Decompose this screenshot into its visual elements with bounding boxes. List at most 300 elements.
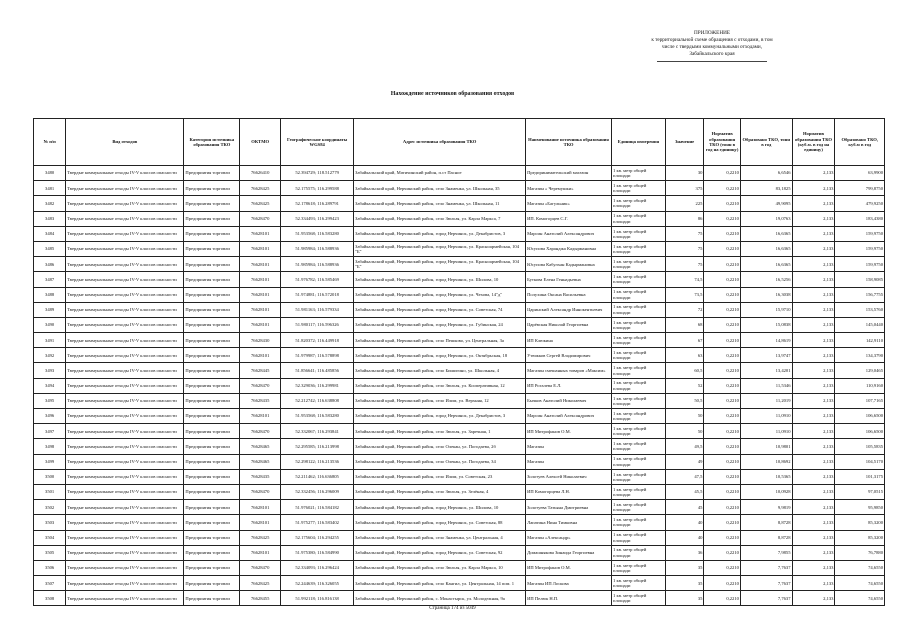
table-cell: 7,7637: [740, 560, 792, 575]
table-cell: 76628101: [240, 302, 281, 317]
table-cell: 76628101: [240, 272, 281, 287]
appendix-divider: [657, 61, 767, 62]
table-cell: 52.244639; 116.326055: [281, 576, 354, 591]
table-cell: Лапатина Нина Тимковна: [526, 515, 612, 530]
table-cell: Твердые коммунальные отходы IV-V классов опасности: [66, 363, 184, 378]
table-cell: Предприятия торговли: [184, 211, 240, 226]
table-cell: 3492: [34, 348, 66, 363]
table-cell: 2,133: [792, 393, 835, 408]
table-cell: Предприятия торговли: [184, 560, 240, 575]
table-cell: 52.298122; 116.213536: [281, 454, 354, 469]
table-cell: 76628425: [240, 196, 281, 211]
table-cell: 1 кв. метр общей площади: [612, 469, 666, 484]
table-cell: Марсин Анатолий Александрович: [526, 409, 612, 424]
table-cell: 60,5: [665, 363, 704, 378]
table-cell: 85,3200: [835, 515, 885, 530]
table-cell: 101,3175: [835, 469, 885, 484]
table-cell: Магазин: [526, 454, 612, 469]
table-row: [34, 454, 885, 469]
table-cell: 0,2210: [704, 393, 741, 408]
table-cell: 52.295585; 116.213998: [281, 439, 354, 454]
table-cell: 9,9819: [740, 500, 792, 515]
table-cell: 1 кв. метр общей площади: [612, 409, 666, 424]
table-cell: 10,0928: [740, 484, 792, 499]
table-cell: 16,6365: [740, 257, 792, 272]
table-row: [34, 424, 885, 439]
table-cell: 8,8728: [740, 530, 792, 545]
header-cell: Категория источника образования ТКО: [184, 119, 240, 166]
table-cell: 52.212742; 116.638808: [281, 393, 354, 408]
table-cell: 2,133: [792, 241, 835, 256]
table-cell: 3494: [34, 378, 66, 393]
table-cell: 68: [665, 317, 704, 332]
table-row: [34, 469, 885, 484]
table-cell: 76628425: [240, 530, 281, 545]
table-cell: Твердые коммунальные отходы IV-V классов опасности: [66, 241, 184, 256]
table-cell: 10,9801: [740, 439, 792, 454]
table-cell: 2,133: [792, 317, 835, 332]
table-cell: 1 кв. метр общей площади: [612, 545, 666, 560]
table-cell: Золотуев Алексей Николаевич: [526, 469, 612, 484]
header-cell: Значение: [665, 119, 704, 166]
table-cell: 76628101: [240, 317, 281, 332]
table-cell: 51.985984; 116.588936: [281, 241, 354, 256]
table-cell: 134,3790: [835, 348, 885, 363]
table-cell: 0,2210: [704, 591, 741, 606]
table-cell: 2,133: [792, 409, 835, 424]
table-row: [34, 545, 885, 560]
table-cell: 1 кв. метр общей площади: [612, 241, 666, 256]
table-cell: Забайкальский край, Нерчинский район, село Илим, ул. Верхняя, 12: [354, 393, 526, 408]
table-cell: 1 кв. метр общей площади: [612, 211, 666, 226]
table-cell: Твердые коммунальные отходы IV-V классов опасности: [66, 439, 184, 454]
table-cell: 3481: [34, 181, 66, 196]
table-cell: 2,133: [792, 469, 835, 484]
table-cell: 158,9085: [835, 272, 885, 287]
table-cell: 86: [665, 211, 704, 226]
table-row: [34, 560, 885, 575]
table-cell: 1 кв. метр общей площади: [612, 378, 666, 393]
table-cell: 40: [665, 515, 704, 530]
table-cell: Забайкальский край, Нерчинский район, город Нерчинск, ул. Губинская, 24: [354, 317, 526, 332]
table-cell: Твердые коммунальные отходы IV-V классов опасности: [66, 317, 184, 332]
table-row: [34, 378, 885, 393]
table-cell: Предприятия торговли: [184, 241, 240, 256]
table-cell: 0,2210: [704, 378, 741, 393]
table-cell: 8,8728: [740, 515, 792, 530]
table-cell: 11,0910: [740, 424, 792, 439]
table-cell: 0,2210: [704, 181, 741, 196]
table-cell: 1 кв. метр общей площади: [612, 348, 666, 363]
table-cell: 76628101: [240, 500, 281, 515]
table-cell: Забайкальский край, Нерчинский район, село Пешково, ул. Центральная, 3а: [354, 333, 526, 348]
table-cell: 2,133: [792, 439, 835, 454]
table-cell: 107,7165: [835, 393, 885, 408]
table-cell: 3500: [34, 469, 66, 484]
table-cell: 1 кв. метр общей площади: [612, 424, 666, 439]
header-cell: Географические координаты WGS84: [281, 119, 354, 166]
table-cell: 0,2210: [704, 424, 741, 439]
table-cell: 16,6365: [740, 241, 792, 256]
table-cell: Твердые коммунальные отходы IV-V классов опасности: [66, 257, 184, 272]
table-row: [34, 196, 885, 211]
appendix-line-3: числе с твердыми коммунальными отходами,: [661, 44, 762, 50]
table-cell: 159,9750: [835, 257, 885, 272]
table-cell: 159,9750: [835, 241, 885, 256]
table-cell: 14,8619: [740, 333, 792, 348]
table-cell: Предприятия торговли: [184, 181, 240, 196]
table-cell: 225: [665, 196, 704, 211]
table-cell: 85,3200: [835, 530, 885, 545]
table-cell: 106,6500: [835, 409, 885, 424]
table-cell: 95,9850: [835, 500, 885, 515]
table-cell: Магазин смешанных товаров «Максим»: [526, 363, 612, 378]
table-cell: 0,2210: [704, 576, 741, 591]
table-cell: Предприятия торговли: [184, 515, 240, 530]
table-cell: 0,2210: [704, 560, 741, 575]
table-cell: Забайкальский край, Нерчинский район, село Зюльзя, ул. Зелёная, 4: [354, 484, 526, 499]
table-cell: 1 кв. метр общей площади: [612, 454, 666, 469]
table-cell: Забайкальский край, Нерчинский район, город Нерчинск, ул. Шилова, 10: [354, 272, 526, 287]
table-cell: Твердые коммунальные отходы IV-V классов опасности: [66, 560, 184, 575]
table-cell: Забайкальский край, Нерчинский район, село Олекан, ул. Погодаева, 34: [354, 454, 526, 469]
table-cell: 3493: [34, 363, 66, 378]
table-cell: ИП Митрофанов О.М.: [526, 560, 612, 575]
table-cell: 76,7880: [835, 545, 885, 560]
table-cell: Твердые коммунальные отходы IV-V классов опасности: [66, 454, 184, 469]
table-cell: Забайкальский край, Нерчинский район, город Нерчинск, ул. Шилова, 10: [354, 500, 526, 515]
table-cell: 1 кв. метр общей площади: [612, 272, 666, 287]
table-cell: Забайкальский край, Нерчинский район, село Зюльзя, ул. Карла Маркса, 10: [354, 560, 526, 575]
table-cell: Предприятия торговли: [184, 226, 240, 241]
table-cell: 52.332456; 116.296009: [281, 484, 354, 499]
table-cell: 52.175604; 116.294255: [281, 530, 354, 545]
table-cell: 3482: [34, 196, 66, 211]
table-cell: 51.981163; 116.579334: [281, 302, 354, 317]
table-cell: Буткова Елена Геннадьевна: [526, 272, 612, 287]
table-cell: 2,133: [792, 196, 835, 211]
table-cell: Забайкальский край, Нерчинский район, город Нерчинск, ул. Октябрьская, 18: [354, 348, 526, 363]
table-cell: 76628425: [240, 576, 281, 591]
table-cell: Твердые коммунальные отходы IV-V классов опасности: [66, 576, 184, 591]
table-cell: 51.975380; 116.584990: [281, 545, 354, 560]
table-cell: 3483: [34, 211, 66, 226]
table-cell: 76628101: [240, 515, 281, 530]
table-cell: Предприятия торговли: [184, 393, 240, 408]
table-cell: ИП Клюкина: [526, 333, 612, 348]
table-cell: 52.178618; 116.289791: [281, 196, 354, 211]
table-cell: 76628425: [240, 181, 281, 196]
table-cell: 76626410: [240, 166, 281, 181]
table-cell: 106,6500: [835, 424, 885, 439]
table-cell: 0,2210: [704, 272, 741, 287]
header-cell: ОКТМО: [240, 119, 281, 166]
table-cell: 76628470: [240, 560, 281, 575]
table-row: [34, 500, 885, 515]
table-cell: Предприятия торговли: [184, 530, 240, 545]
table-cell: 2,133: [792, 226, 835, 241]
table-cell: 52: [665, 378, 704, 393]
table-cell: 2,133: [792, 211, 835, 226]
table-cell: 83,1825: [740, 181, 792, 196]
table-cell: 3498: [34, 439, 66, 454]
table-cell: 16,5256: [740, 272, 792, 287]
table-cell: 76628470: [240, 424, 281, 439]
table-cell: Предприятия торговли: [184, 409, 240, 424]
table-cell: 1 кв. метр общей площади: [612, 484, 666, 499]
table-cell: 0,2210: [704, 257, 741, 272]
table-cell: 51.985984; 116.588936: [281, 257, 354, 272]
header-cell: Вид отходов: [66, 119, 184, 166]
table-row: [34, 333, 885, 348]
table-cell: 3508: [34, 591, 66, 606]
table-cell: 16,6365: [740, 226, 792, 241]
table-cell: 76628101: [240, 257, 281, 272]
table-row: [34, 257, 885, 272]
table-cell: 51.979987; 116.578898: [281, 348, 354, 363]
table-cell: 3490: [34, 317, 66, 332]
table-cell: Марсин Анатолий Александрович: [526, 226, 612, 241]
table-cell: 76628430: [240, 333, 281, 348]
page-footer: Страница 174 из 5049: [429, 606, 476, 611]
table-cell: 479,9250: [835, 196, 885, 211]
table-cell: 50: [665, 424, 704, 439]
table-cell: Предприятия торговли: [184, 287, 240, 302]
table-cell: Предприятия торговли: [184, 363, 240, 378]
table-cell: 11,5346: [740, 378, 792, 393]
table-cell: 3484: [34, 226, 66, 241]
table-cell: 1 кв. метр общей площади: [612, 181, 666, 196]
table-cell: 63,9900: [835, 166, 885, 181]
table-cell: 1 кв. метр общей площади: [612, 560, 666, 575]
table-cell: Забайкальский край, Нерчинский район, город Нерчинск, ул. Красноармейская, 104 "Б": [354, 257, 526, 272]
table-cell: 67: [665, 333, 704, 348]
table-cell: Царёвская Николай Георгиевна: [526, 317, 612, 332]
table-cell: 2,133: [792, 302, 835, 317]
table-cell: 3485: [34, 241, 66, 256]
table-cell: Предприятия торговли: [184, 545, 240, 560]
table-cell: 1 кв. метр общей площади: [612, 363, 666, 378]
table-cell: 36: [665, 545, 704, 560]
table-cell: 11,2019: [740, 393, 792, 408]
table-cell: 35: [665, 591, 704, 606]
table-cell: 1 кв. метр общей площади: [612, 530, 666, 545]
table-cell: Предприятия торговли: [184, 378, 240, 393]
table-cell: Твердые коммунальные отходы IV-V классов опасности: [66, 348, 184, 363]
table-cell: 2,133: [792, 424, 835, 439]
table-header-row: [34, 119, 885, 166]
table-cell: Твердые коммунальные отходы IV-V классов опасности: [66, 302, 184, 317]
table-cell: Твердые коммунальные отходы IV-V классов опасности: [66, 272, 184, 287]
table-cell: 76628101: [240, 241, 281, 256]
table-cell: 40: [665, 530, 704, 545]
table-cell: Твердые коммунальные отходы IV-V классов опасности: [66, 226, 184, 241]
table-cell: Забайкальский край, Нерчинский район, город Нерчинск, ул. Чехова, 14"д": [354, 287, 526, 302]
table-cell: 375: [665, 181, 704, 196]
table-cell: Забайкальский край, Нерчинский район, село Бишигино, ул. Школьная, 4: [354, 363, 526, 378]
table-cell: 0,2210: [704, 500, 741, 515]
table-row: [34, 348, 885, 363]
table-cell: 74,6550: [835, 591, 885, 606]
sources-table: [33, 118, 885, 606]
table-cell: Твердые коммунальные отходы IV-V классов опасности: [66, 424, 184, 439]
table-cell: Твердые коммунальные отходы IV-V классов опасности: [66, 545, 184, 560]
table-cell: Домашняковa Зинаида Георгиевна: [526, 545, 612, 560]
table-cell: 10,5365: [740, 469, 792, 484]
table-cell: Забайкальский край, Нерчинский район, село Знаменка, ул. Центральная, 4: [354, 530, 526, 545]
table-cell: 3501: [34, 484, 66, 499]
table-cell: Полухина Оксана Васильевна: [526, 287, 612, 302]
table-cell: Твердые коммунальные отходы IV-V классов опасности: [66, 409, 184, 424]
table-cell: 129,0465: [835, 363, 885, 378]
table-cell: Юсупова Кабулхан Кадырмановна: [526, 257, 612, 272]
table-cell: Твердые коммунальные отходы IV-V классов опасности: [66, 196, 184, 211]
table-cell: 1 кв. метр общей площади: [612, 302, 666, 317]
table-cell: 2,133: [792, 530, 835, 545]
table-cell: 72: [665, 302, 704, 317]
table-cell: Твердые коммунальные отходы IV-V классов опасности: [66, 591, 184, 606]
table-cell: 0,2210: [704, 515, 741, 530]
table-cell: Твердые коммунальные отходы IV-V классов опасности: [66, 500, 184, 515]
table-cell: 13,9747: [740, 348, 792, 363]
table-cell: 1 кв. метр общей площади: [612, 317, 666, 332]
table-cell: 10,8692: [740, 454, 792, 469]
appendix-block: [597, 30, 827, 62]
table-cell: 30: [665, 166, 704, 181]
table-cell: 3502: [34, 500, 66, 515]
table-cell: ИП Митрофанов О.М.: [526, 424, 612, 439]
table-cell: 1 кв. метр общей площади: [612, 515, 666, 530]
table-cell: 1 кв. метр общей площади: [612, 591, 666, 606]
table-cell: 2,133: [792, 545, 835, 560]
table-cell: 74,6550: [835, 576, 885, 591]
table-cell: 110,9160: [835, 378, 885, 393]
table-cell: Предприятия торговли: [184, 166, 240, 181]
appendix-line-2: к территориальной схеме обращения с отходами, в том: [651, 37, 773, 43]
table-cell: Магазин « Черемушки»: [526, 181, 612, 196]
table-cell: Предприятия торговли: [184, 302, 240, 317]
table-cell: 0,2210: [704, 348, 741, 363]
header-cell: Норматив образования ТКО (тонн в год на единицу): [704, 119, 741, 166]
table-cell: Предприятия торговли: [184, 333, 240, 348]
header-cell: Наименование источника образования ТКО: [526, 119, 612, 166]
table-cell: 76628465: [240, 454, 281, 469]
table-cell: Предприятия торговли: [184, 196, 240, 211]
table-cell: 0,2210: [704, 409, 741, 424]
table-cell: Твердые коммунальные отходы IV-V классов опасности: [66, 484, 184, 499]
table-cell: 0,2210: [704, 530, 741, 545]
table-cell: Предприятия торговли: [184, 576, 240, 591]
table-cell: Твердые коммунальные отходы IV-V классов опасности: [66, 166, 184, 181]
table-cell: Забайкальский край, Нерчинский район, с. Монастырск, ул. Молодежная, 9а: [354, 591, 526, 606]
table-cell: 0,2210: [704, 211, 741, 226]
table-cell: 0,2210: [704, 302, 741, 317]
table-cell: 2,133: [792, 166, 835, 181]
table-cell: 3480: [34, 166, 66, 181]
table-cell: 75: [665, 241, 704, 256]
table-cell: 1 кв. метр общей площади: [612, 287, 666, 302]
table-cell: 76628470: [240, 378, 281, 393]
table-row: [34, 530, 885, 545]
header-cell: № п/п: [34, 119, 66, 166]
table-cell: 3487: [34, 272, 66, 287]
table-cell: 63: [665, 348, 704, 363]
table-cell: 0,2210: [704, 363, 741, 378]
table-cell: Забайкальский край, Нерчинский район, село Знаменка, ул. Школьная, 35: [354, 181, 526, 196]
table-cell: Твердые коммунальные отходы IV-V классов опасности: [66, 378, 184, 393]
table-cell: 3486: [34, 257, 66, 272]
table-cell: 76628101: [240, 226, 281, 241]
table-cell: 0,2210: [704, 545, 741, 560]
table-cell: 1 кв. метр общей площади: [612, 257, 666, 272]
header-cell: Норматив образования ТКО (куб.м. в год на единицу): [792, 119, 835, 166]
table-row: [34, 181, 885, 196]
table-cell: 76628101: [240, 287, 281, 302]
table-cell: 49,5: [665, 439, 704, 454]
document-title: Нахождение источников образования отходов: [390, 91, 515, 97]
table-cell: 51.975277; 116.583402: [281, 515, 354, 530]
table-row: [34, 287, 885, 302]
table-cell: 104,5170: [835, 454, 885, 469]
table-cell: 35: [665, 576, 704, 591]
table-cell: 1 кв. метр общей площади: [612, 393, 666, 408]
table-cell: 76628435: [240, 469, 281, 484]
table-row: [34, 484, 885, 499]
table-cell: 156,7755: [835, 287, 885, 302]
table-cell: 45: [665, 500, 704, 515]
table-cell: 3489: [34, 302, 66, 317]
table-cell: 2,133: [792, 181, 835, 196]
table-cell: 7,9855: [740, 545, 792, 560]
table-cell: Твердые коммунальные отходы IV-V классов опасности: [66, 515, 184, 530]
table-row: [34, 439, 885, 454]
table-cell: 52.334093; 116.296424: [281, 560, 354, 575]
table-row: [34, 211, 885, 226]
table-cell: 74,6550: [835, 560, 885, 575]
table-cell: ИП Пелюк Н.П.: [526, 591, 612, 606]
table-cell: 47,5: [665, 469, 704, 484]
table-cell: 51.974881; 116.572018: [281, 287, 354, 302]
table-row: [34, 409, 885, 424]
table-cell: 0,2210: [704, 469, 741, 484]
table-cell: Утюжков Сергей Владимирович: [526, 348, 612, 363]
table-cell: 0,2210: [704, 439, 741, 454]
appendix-line-4: Забайкальского края: [689, 51, 735, 57]
table-cell: 50,5: [665, 393, 704, 408]
table-cell: Твердые коммунальные отходы IV-V классов опасности: [66, 530, 184, 545]
table-cell: Магазин: [526, 439, 612, 454]
table-cell: Забайкальский край, Нерчинский район, село Илим, ул. Советская, 23: [354, 469, 526, 484]
table-row: [34, 317, 885, 332]
table-cell: 52.334493; 116.299423: [281, 211, 354, 226]
table-row: [34, 393, 885, 408]
table-cell: Забайкальский край, Нерчинский район, село Знаменка, ул. Школьная, 11: [354, 196, 526, 211]
table-cell: 7,7637: [740, 576, 792, 591]
table-cell: 15,0838: [740, 317, 792, 332]
table-cell: Забайкальский край, Нерчинский район, город Нерчинск, ул. Декабристов, 3: [354, 409, 526, 424]
table-cell: 52.175575; 116.299588: [281, 181, 354, 196]
table-cell: Забайкальский край, Нерчинский район, город Нерчинск, ул. Декабристов, 3: [354, 226, 526, 241]
table-cell: 76628101: [240, 545, 281, 560]
table-cell: 2,133: [792, 560, 835, 575]
table-cell: 7,7637: [740, 591, 792, 606]
table-cell: 183,4380: [835, 211, 885, 226]
table-cell: 2,133: [792, 591, 835, 606]
table-cell: Предприятия торговли: [184, 272, 240, 287]
table-cell: 2,133: [792, 500, 835, 515]
table-row: [34, 166, 885, 181]
table-cell: 49,9095: [740, 196, 792, 211]
